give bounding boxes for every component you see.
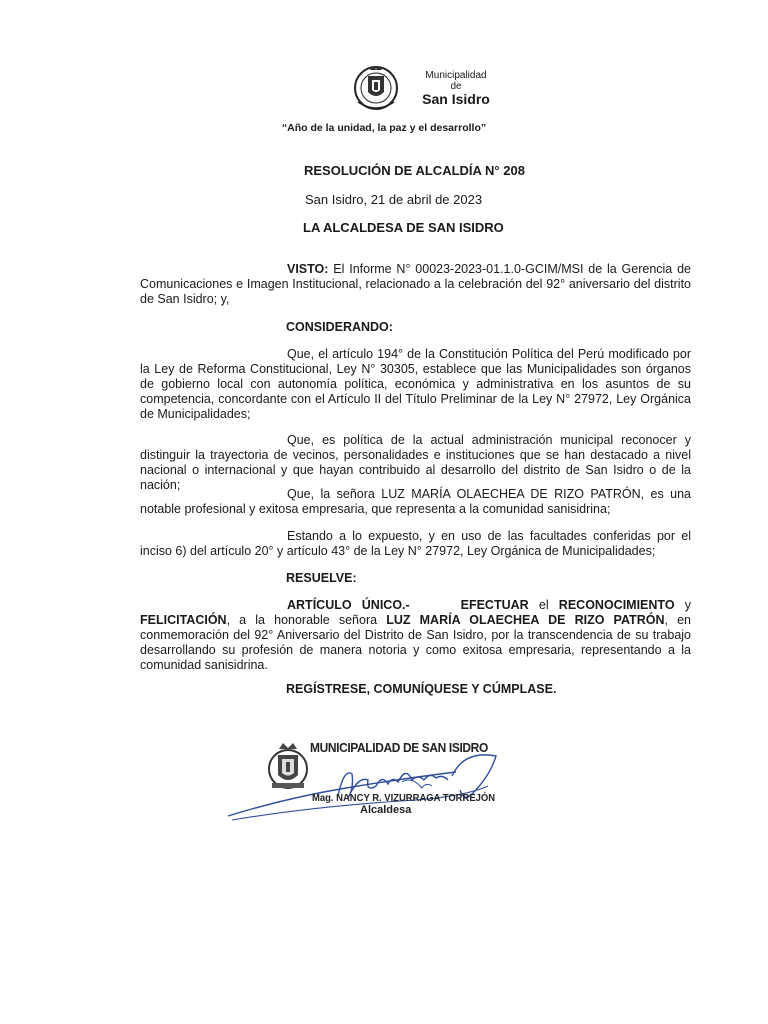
articulo-y: y: [674, 598, 691, 612]
municipality-header: [350, 62, 500, 112]
articulo-felicitacion: FELICITACIÓN: [140, 613, 227, 627]
articulo-honoree-name: LUZ MARÍA OLAECHEA DE RIZO PATRÓN: [386, 613, 665, 627]
resolution-title: RESOLUCIÓN DE ALCALDÍA N° 208: [304, 163, 525, 178]
considerando-paragraph-1: Que, el artículo 194° de la Constitución Política del Perú modificado por la Ley de Reforma Constitucional, Ley N° 30305, establece que las Municipalidades son órganos de gobierno local con autonomía política, económica y administrativa en los asuntos de su competencia, concordante con el Artículo II del Título Preliminar de la Ley N° 27972, Ley Orgánica de Municipalidades;: [140, 347, 691, 421]
considerando-paragraph-2: Que, es política de la actual administración municipal reconocer y distinguir la trayectoria de vecinos, personalidades e instituciones que se han destacado a nivel nacional o internacional y que hayan contribuido al desarrollo del distrito de San Isidro o de la nación;: [140, 433, 691, 492]
visto-paragraph: [140, 262, 691, 307]
municipality-line3: San Isidro: [422, 91, 490, 107]
articulo-text-2: , en conmemoración del 92° Aniversario del Distrito de San Isidro, por la transcendencia de su trabajo desarrollando su profesión de manera notoria y como exitosa empresaria, representando a la comunidad sanisidrina.: [140, 613, 691, 672]
articulo-reconocimiento: RECONOCIMIENTO: [558, 598, 675, 612]
articulo-text-1: , a la honorable señora: [226, 613, 387, 627]
articulo-label: ARTÍCULO ÚNICO.-: [287, 598, 410, 612]
resuelve-heading: RESUELVE:: [286, 571, 357, 585]
municipality-name: [406, 70, 506, 107]
stamp-title: MUNICIPALIDAD DE SAN ISIDRO: [310, 740, 488, 755]
year-motto: “Año de la unidad, la paz y el desarrollo”: [281, 122, 487, 134]
visto-label: VISTO:: [287, 262, 329, 276]
signatory-role: Alcaldesa: [360, 804, 412, 816]
municipality-line2: de: [450, 81, 462, 92]
municipality-line1: Municipalidad: [425, 70, 487, 81]
visto-text: El Informe N° 00023-2023-01.1.0-GCIM/MSI de la Gerencia de Comunicaciones e Imagen Institucional, relacionado a la celebración del 92° aniversario del distrito de San Isidro; y,: [140, 262, 691, 306]
considerando-heading: CONSIDERANDO:: [286, 320, 393, 334]
articulo-efectuar: EFECTUAR: [460, 598, 529, 612]
articulo-el: el: [528, 598, 559, 612]
resolution-date: San Isidro, 21 de abril de 2023: [305, 192, 483, 207]
considerando-paragraph-4: Estando a lo expuesto, y en uso de las facultades conferidas por el inciso 6) del artículo 20° y artículo 43° de la Ley N° 27972, Ley Orgánica de Municipalidades;: [140, 529, 691, 558]
considerando-paragraph-3: Que, la señora LUZ MARÍA OLAECHEA DE RIZO PATRÓN, es una notable profesional y exitosa empresaria, que representa a la comunidad sanisidrina;: [140, 487, 691, 516]
issuer-heading: LA ALCALDESA DE SAN ISIDRO: [303, 220, 504, 235]
municipality-seal-icon: [350, 62, 402, 112]
articulo-unico-paragraph: [140, 598, 691, 673]
signature-stamp: [226, 734, 516, 834]
signatory-name: Mag. NANCY R. VIZURRAGA TORREJÓN: [312, 792, 496, 804]
closing-formula: REGÍSTRESE, COMUNÍQUESE Y CÚMPLASE.: [286, 682, 557, 696]
